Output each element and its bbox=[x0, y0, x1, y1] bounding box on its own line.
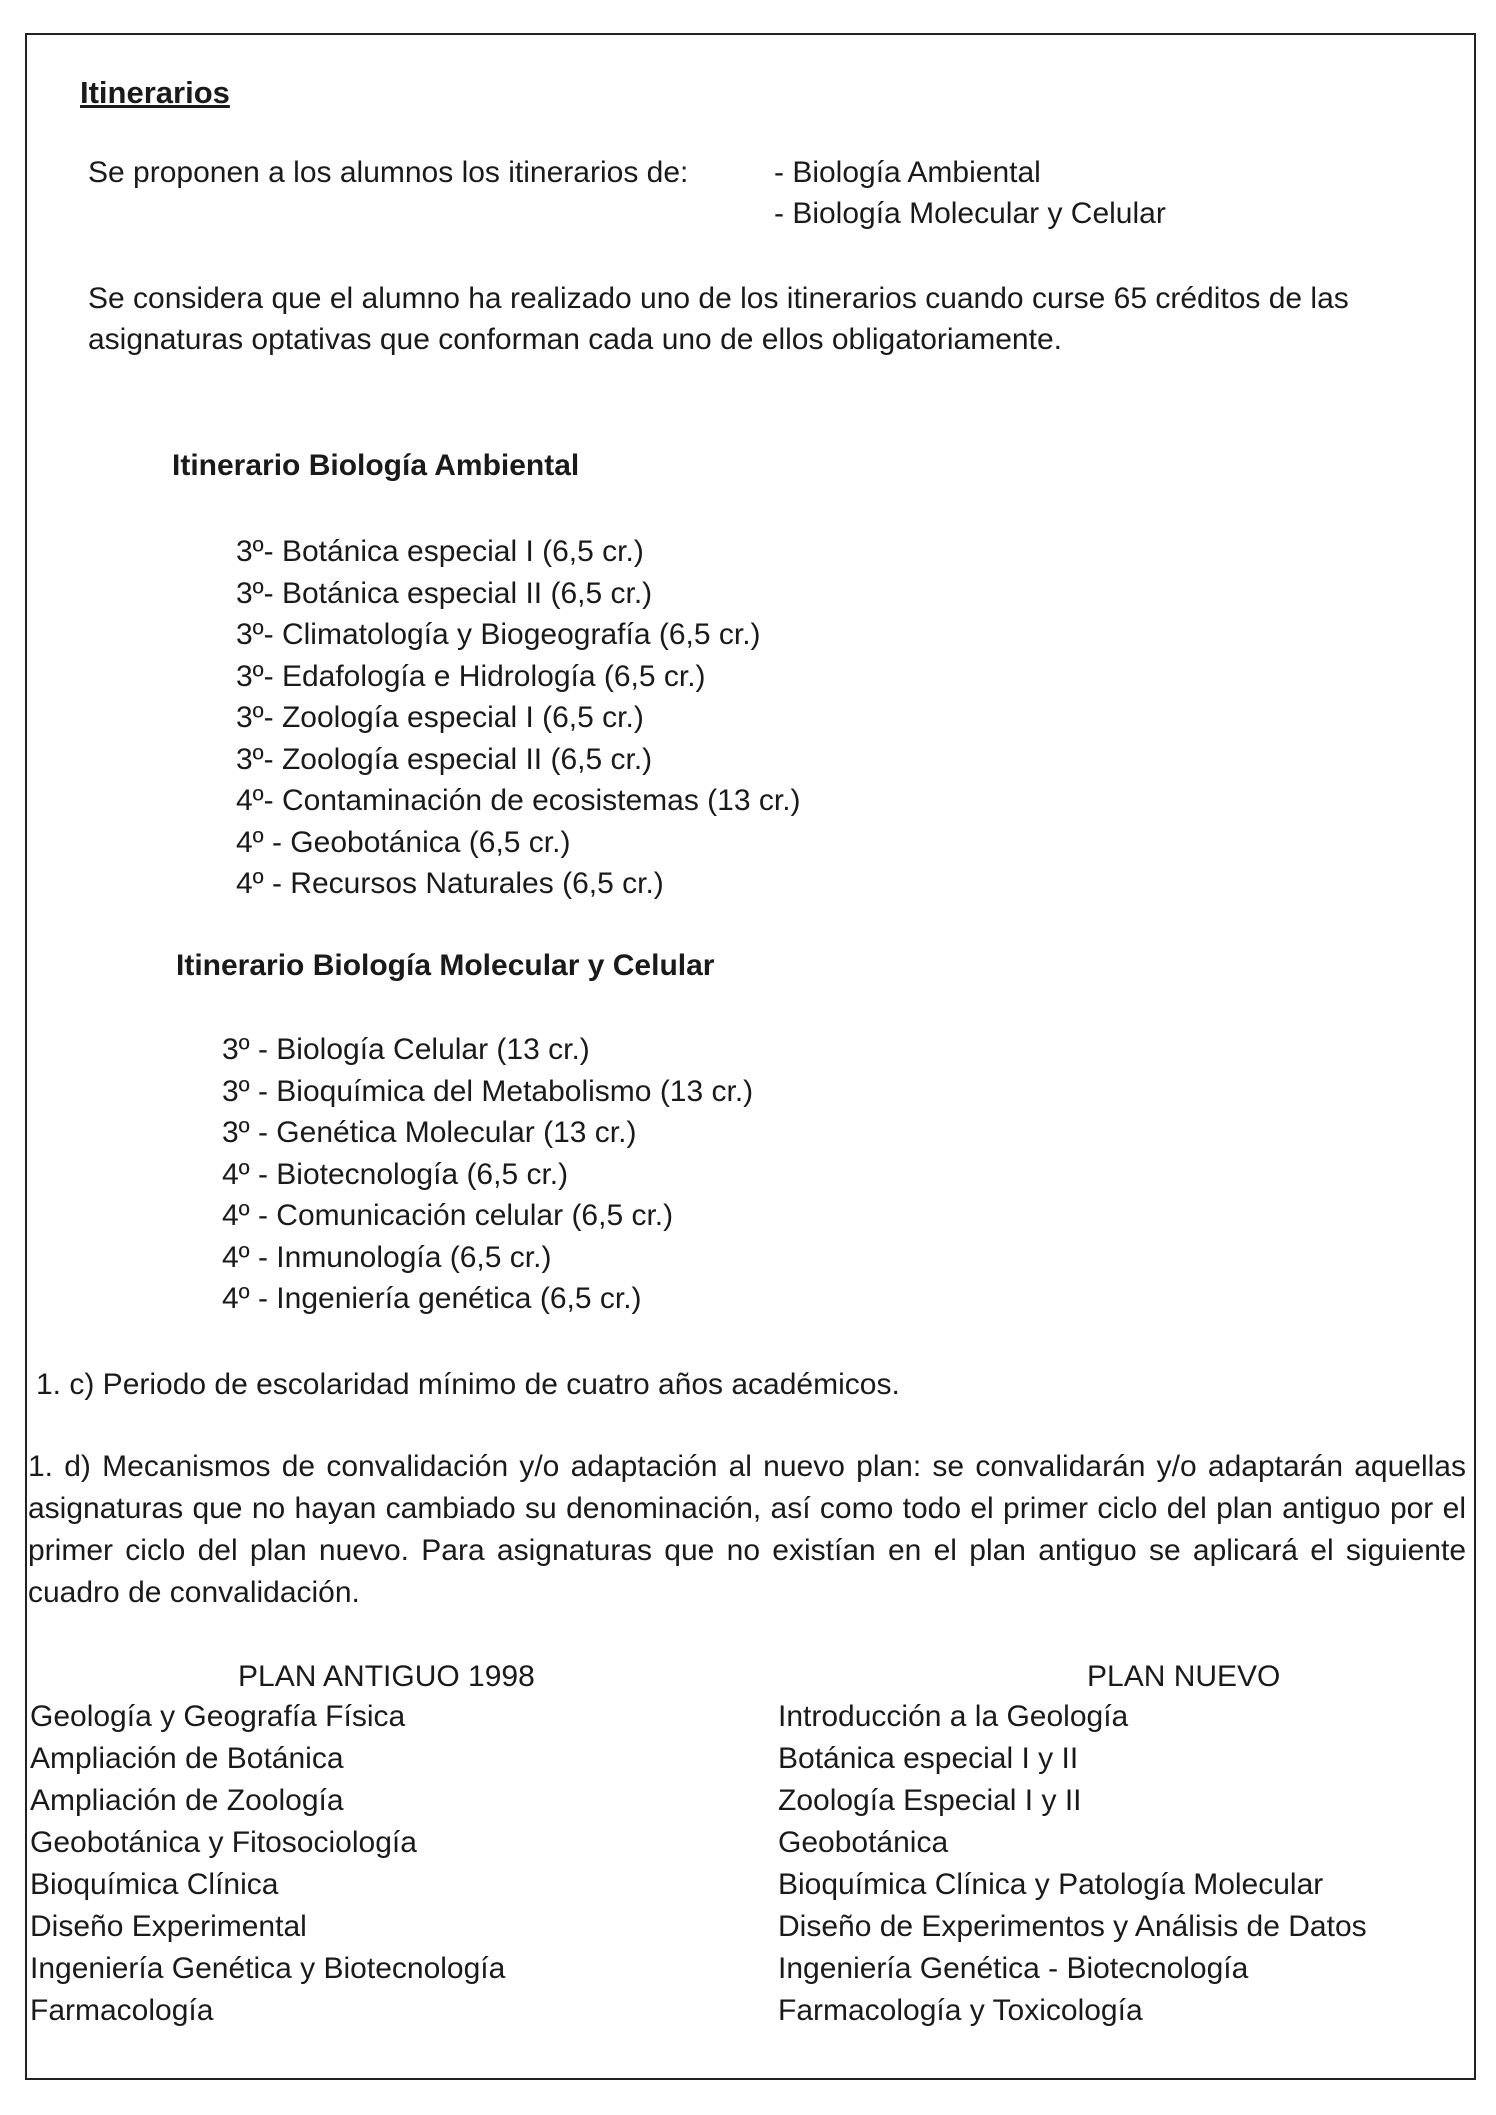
table-cell: Diseño Experimental bbox=[30, 1910, 307, 1943]
list-item: 3º- Climatología y Biogeografía (6,5 cr.) bbox=[236, 618, 761, 651]
intro-item: - Biología Ambiental bbox=[774, 156, 1041, 189]
intro-itinerary-list bbox=[774, 152, 1166, 234]
table-cell: Introducción a la Geología bbox=[778, 1700, 1129, 1733]
table-cell: Farmacología y Toxicología bbox=[778, 1994, 1143, 2027]
new-plan-header: PLAN NUEVO bbox=[1087, 1660, 1281, 1693]
list-item: 3º - Bioquímica del Metabolismo (13 cr.) bbox=[222, 1074, 754, 1108]
table-cell: Diseño de Experimentos y Análisis de Datos bbox=[778, 1910, 1367, 1943]
table-cell: Ingeniería Genética y Biotecnología bbox=[30, 1952, 506, 1985]
ambiental-title: Itinerario Biología Ambiental bbox=[172, 449, 580, 482]
table-cell: Farmacología bbox=[30, 1994, 214, 2027]
table-cell: Geobotánica y Fitosociología bbox=[30, 1826, 417, 1859]
list-item: 4º- Contaminación de ecosistemas (13 cr.) bbox=[236, 784, 801, 817]
list-item: 4º - Biotecnología (6,5 cr.) bbox=[222, 1157, 569, 1191]
list-item: 3º- Zoología especial II (6,5 cr.) bbox=[236, 742, 653, 776]
old-plan-header: PLAN ANTIGUO 1998 bbox=[238, 1660, 535, 1693]
table-cell: Bioquímica Clínica y Patología Molecular bbox=[778, 1868, 1324, 1901]
table-cell: Ampliación de Zoología bbox=[30, 1784, 344, 1817]
list-item: 3º- Zoología especial I (6,5 cr.) bbox=[236, 701, 644, 734]
intro-label: Se proponen a los alumnos los itinerarios de: bbox=[88, 156, 689, 189]
table-cell: Bioquímica Clínica bbox=[30, 1868, 279, 1901]
table-cell: Ingeniería Genética - Biotecnología bbox=[778, 1952, 1249, 1985]
section-d-text: 1. d) Mecanismos de convalidación y/o adaptación al nuevo plan: se convalidarán y/o adaptarán aquellas asignaturas que no hayan cambiado su denominación, así como todo el primer ciclo del plan antiguo por el primer ciclo del plan nuevo. Para asignaturas que no existían en el plan antiguo se aplicará el siguiente cuadro de convalidación. bbox=[28, 1450, 1466, 1609]
molecular-list bbox=[222, 1029, 753, 1320]
list-item: 4º - Geobotánica (6,5 cr.) bbox=[236, 825, 571, 859]
intro-item: - Biología Molecular y Celular bbox=[774, 197, 1166, 230]
list-item: 3º - Biología Celular (13 cr.) bbox=[222, 1033, 590, 1066]
old-plan-column bbox=[30, 1696, 505, 2032]
list-item: 4º - Comunicación celular (6,5 cr.) bbox=[222, 1199, 674, 1232]
molecular-title: Itinerario Biología Molecular y Celular bbox=[176, 949, 715, 982]
list-item: 3º - Genética Molecular (13 cr.) bbox=[222, 1116, 637, 1149]
list-item: 4º - Ingeniería genética (6,5 cr.) bbox=[222, 1282, 642, 1315]
ambiental-list bbox=[236, 531, 801, 905]
table-cell: Zoología Especial I y II bbox=[778, 1784, 1082, 1817]
credits-paragraph: Se considera que el alumno ha realizado uno de los itinerarios cuando curse 65 créditos de las asignaturas optativas que conforman cada uno de ellos obligatoriamente. bbox=[88, 282, 1349, 356]
section-c-text: 1. c) Periodo de escolaridad mínimo de cuatro años académicos. bbox=[36, 1368, 900, 1401]
list-item: 3º- Botánica especial II (6,5 cr.) bbox=[236, 576, 653, 610]
list-item: 3º- Botánica especial I (6,5 cr.) bbox=[236, 535, 644, 568]
new-plan-column bbox=[778, 1696, 1367, 2032]
list-item: 3º- Edafología e Hidrología (6,5 cr.) bbox=[236, 659, 706, 693]
table-cell: Ampliación de Botánica bbox=[30, 1742, 344, 1775]
section-heading: Itinerarios bbox=[80, 75, 230, 110]
list-item: 4º - Recursos Naturales (6,5 cr.) bbox=[236, 867, 664, 900]
table-cell: Geología y Geografía Física bbox=[30, 1700, 406, 1733]
list-item: 4º - Inmunología (6,5 cr.) bbox=[222, 1240, 552, 1274]
table-cell: Botánica especial I y II bbox=[778, 1742, 1079, 1775]
table-cell: Geobotánica bbox=[778, 1826, 949, 1859]
